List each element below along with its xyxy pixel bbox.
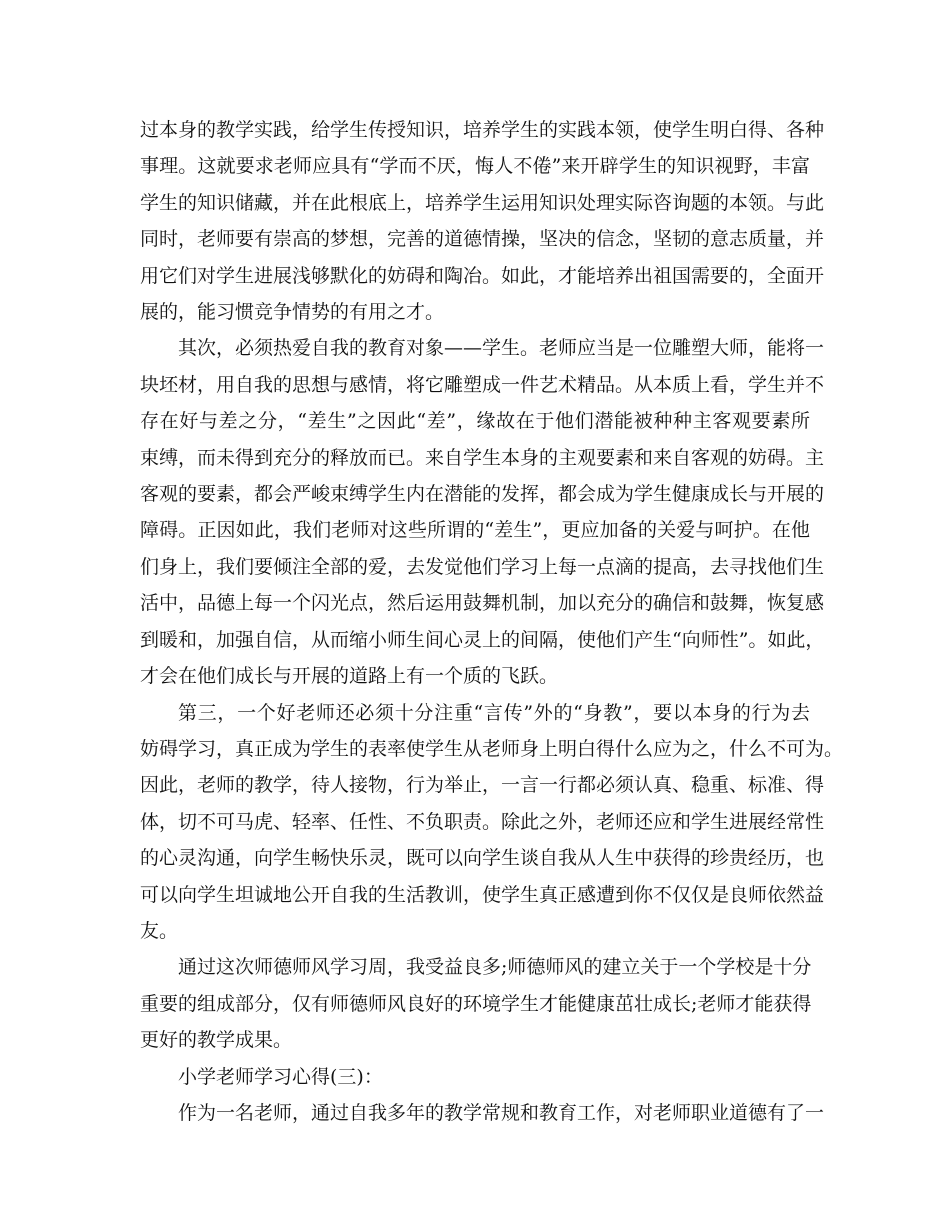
text-line: 妨碍学习，真正成为学生的表率使学生从老师身上明白得什么应为之，什么不可为。	[140, 737, 844, 760]
paragraph	[140, 330, 825, 694]
text-line: 块坯材，用自我的思想与感情，将它雕塑成一件艺术精品。从本质上看，学生并不	[140, 373, 825, 396]
text-line: 到暖和，加强自信，从而缩小师生间心灵上的间隔，使他们产生“向师性”。如此，	[140, 628, 825, 651]
text-line: 可以向学生坦诚地公开自我的生活教训，使学生真正感遭到你不仅仅是良师依然益	[140, 883, 825, 906]
text-line: 学生的知识储藏，并在此根底上，培养学生运用知识处理实际咨询题的本领。与此	[140, 191, 825, 214]
text-line: 展的，能习惯竞争情势的有用之才。	[140, 301, 445, 324]
text-line: 因此，老师的教学，待人接物，行为举止，一言一行都必须认真、稳重、标准、得	[140, 774, 825, 797]
text-line: 们身上，我们要倾注全部的爱，去发觉他们学习上每一点滴的提高，去寻找他们生	[140, 555, 825, 578]
text-line: 活中，品德上每一个闪光点，然后运用鼓舞机制，加以充分的确信和鼓舞，恢复感	[140, 592, 825, 615]
text-line: 其次，必须热爱自我的教育对象——学生。老师应当是一位雕塑大师，能将一	[178, 337, 825, 360]
text-line: 友。	[140, 919, 179, 942]
paragraph	[140, 1059, 810, 1095]
paragraph	[140, 1095, 825, 1131]
text-line: 作为一名老师，通过自我多年的教学常规和教育工作，对老师职业道德有了一	[178, 1101, 825, 1124]
paragraph	[140, 695, 844, 950]
text-line: 的心灵沟通，向学生畅快乐灵，既可以向学生谈自我从人生中获得的珍贵经历，也	[140, 847, 825, 870]
text-line: 事理。这就要求老师应具有“学而不厌，悔人不倦”来开辟学生的知识视野，丰富	[140, 155, 810, 178]
text-line: 过本身的教学实践，给学生传授知识，培养学生的实践本领，使学生明白得、各种	[140, 119, 825, 141]
text-line: 体，切不可马虎、轻率、任性、不负职责。除此之外，老师还应和学生进展经常性	[140, 810, 825, 833]
paragraph	[140, 949, 810, 1058]
text-line: 第三，一个好老师还必须十分注重“言传”外的“身教”，要以本身的行为去	[178, 701, 810, 724]
text-line: 同时，老师要有崇高的梦想，完善的道德情操，坚决的信念，坚韧的意志质量，并	[140, 228, 825, 251]
text-line: 小学老师学习心得(三)：	[178, 1065, 383, 1088]
text-line: 存在好与差之分，“差生”之因此“差”，缘故在于他们潜能被种种主客观要素所	[140, 410, 810, 433]
text-line: 束缚，而未得到充分的释放而已。来自学生本身的主观要素和来自客观的妨碍。主	[140, 446, 825, 469]
text-line: 障碍。正因如此，我们老师对这些所谓的“差生”，更应加备的关爱与呵护。在他	[140, 519, 810, 542]
text-line: 才会在他们成长与开展的道路上有一个质的飞跃。	[140, 665, 559, 688]
paragraph	[140, 112, 825, 330]
document-body	[140, 112, 844, 1131]
text-line: 更好的教学成果。	[140, 1029, 293, 1052]
text-line: 通过这次师德师风学习周，我受益良多;师德师风的建立关于一个学校是十分	[178, 956, 812, 979]
text-line: 客观的要素，都会严峻束缚学生内在潜能的发挥，都会成为学生健康成长与开展的	[140, 483, 825, 506]
text-line: 用它们对学生进展浅够默化的妨碍和陶冶。如此，才能培养出祖国需要的，全面开	[140, 264, 825, 287]
text-line: 重要的组成部分，仅有师德师风良好的环境学生才能健康茁壮成长;老师才能获得	[140, 992, 812, 1015]
